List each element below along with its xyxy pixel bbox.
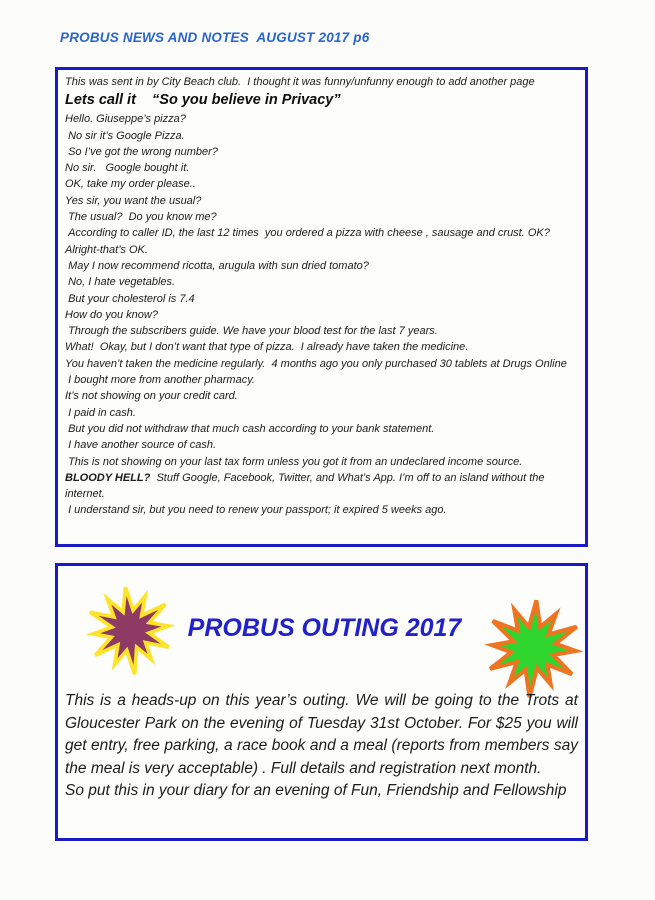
dialogue-line: But your cholesterol is 7.4	[65, 292, 195, 305]
dialogue-line: I paid in cash.	[65, 406, 136, 419]
dialogue-line: So I’ve got the wrong number?	[65, 145, 218, 158]
outing-box	[55, 563, 588, 841]
starburst-shape	[488, 597, 579, 700]
dialogue-line-shout	[65, 470, 581, 503]
starburst-icon	[71, 579, 188, 682]
outing-body-text: This is a heads-up on this year’s outing. We will be going to the Trots at Gloucester Park on the evening of Tuesday 31st October. For $25 you will get entry, free parking, a race book and a meal (reports from members say the meal is very acceptable) . Full details and registration next month.	[65, 692, 578, 777]
dialogue-line-closing: I understand sir, but you need to renew your passport; it expired 5 weeks ago.	[65, 504, 447, 517]
page-title: PROBUS NEWS AND NOTES AUGUST 2017 p6	[60, 30, 370, 45]
dialogue-line: How do you know?	[65, 308, 158, 321]
dialogue-line: According to caller ID, the last 12 times you ordered a pizza with cheese , sausage and crust. OK?	[65, 227, 550, 240]
dialogue-line: Hello. Giuseppe’s pizza?	[65, 113, 186, 126]
dialogue-line: The usual? Do you know me?	[65, 211, 217, 224]
dialogue-line: But you did not withdraw that much cash according to your bank statement.	[65, 422, 435, 435]
dialogue-line: What! Okay, but I don’t want that type of pizza. I already have taken the medicine.	[65, 341, 469, 354]
dialogue-line: I bought more from another pharmacy.	[65, 374, 255, 387]
dialogue-line: No sir it’s Google Pizza.	[65, 129, 185, 142]
dialogue-shout-rest: Stuff Google, Facebook, Twitter, and What’s App. I’m off to an island without the internet.	[65, 471, 548, 501]
dialogue-line: Alright-that’s OK.	[65, 243, 148, 256]
dialogue-line: It’s not showing on your credit card.	[65, 390, 238, 403]
outing-title: PROBUS OUTING 2017	[187, 614, 462, 642]
starburst-icon	[479, 594, 588, 703]
dialogue-line: OK, take my order please..	[65, 178, 196, 191]
outing-footer-text: So put this in your diary for an evening of Fun, Friendship and Fellowship	[65, 782, 567, 800]
dialogue-line: No, I hate vegetables.	[65, 276, 176, 289]
joke-title: Lets call it “So you believe in Privacy”	[65, 92, 341, 109]
dialogue-line: This is not showing on your last tax form unless you got it from an undeclared income source.	[65, 455, 523, 468]
dialogue-line: May I now recommend ricotta, arugula with sun dried tomato?	[65, 259, 369, 272]
dialogue-line: I have another source of cash.	[65, 439, 217, 452]
outing-body-block	[65, 690, 578, 803]
privacy-joke-box	[55, 67, 588, 547]
starburst-shape	[88, 583, 173, 678]
dialogue-line: Yes sir, you want the usual?	[65, 194, 202, 207]
dialogue-line: Through the subscribers guide. We have your blood test for the last 7 years.	[65, 325, 438, 338]
dialogue-shout-bold: BLOODY HELL?	[65, 471, 151, 484]
intro-line: This was sent in by City Beach club. I thought it was funny/unfunny enough to add another page	[65, 76, 535, 88]
dialogue-line: You haven’t taken the medicine regularly. 4 months ago you only purchased 30 tablets at Drugs Online	[65, 357, 567, 370]
dialogue-line: No sir. Google bought it.	[65, 162, 190, 175]
